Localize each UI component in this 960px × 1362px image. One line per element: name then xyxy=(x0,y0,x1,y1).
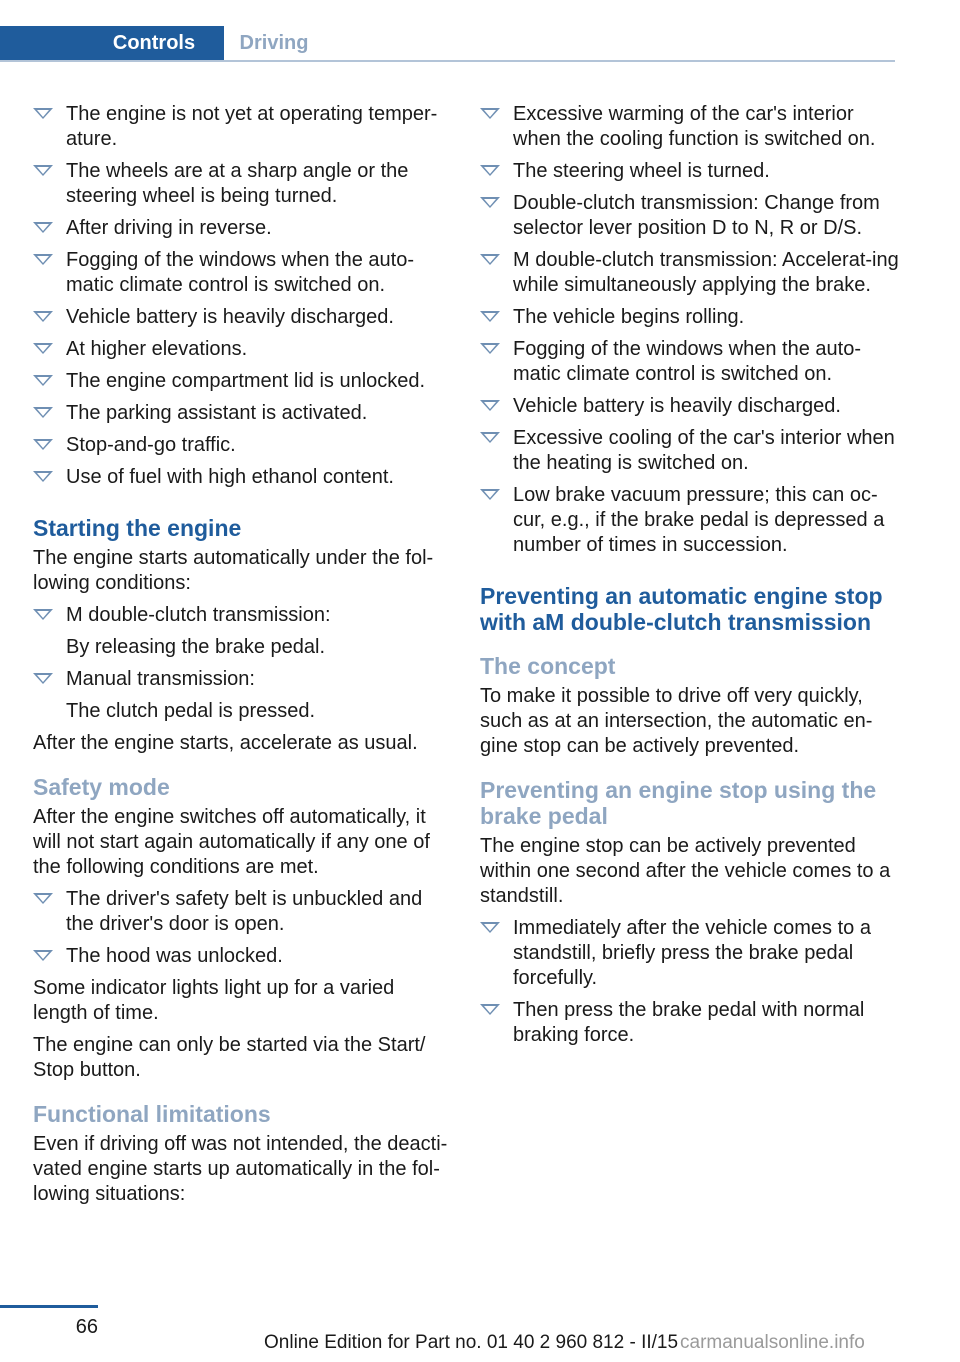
safety-mode-heading: Safety mode xyxy=(33,774,170,800)
right-column xyxy=(480,102,900,1055)
brake-pedal-text: The engine stop can be actively prevented within one second after the vehicle comes to a standstill. xyxy=(480,835,891,907)
safety-paragraph-1: Some indicator lights light up for a varied length of time. xyxy=(33,977,395,1024)
triangle-bullet-icon xyxy=(480,311,500,322)
chapter-header xyxy=(0,26,895,62)
safety-paragraph-2: The engine can only be started via the Start/ Stop button. xyxy=(33,1034,426,1081)
list-item: Excessive cooling of the car's interior when the heating is switched on. xyxy=(480,426,900,483)
triangle-bullet-icon xyxy=(33,673,53,684)
safety-conditions-list xyxy=(33,887,449,976)
list-item: M double-clutch transmission: Accelerat‐ing while simultaneously applying the brake. xyxy=(480,248,900,305)
starting-engine-heading: Starting the engine xyxy=(33,515,242,541)
header-divider xyxy=(0,60,895,62)
triangle-bullet-icon xyxy=(480,108,500,119)
concept-text: To make it possible to drive off very quickly, such as at an intersection, the automatic en‐gine stop can be actively prevented. xyxy=(480,685,873,757)
triangle-bullet-icon xyxy=(33,893,53,904)
brake-pedal-steps-list xyxy=(480,916,900,1055)
auto-start-situations-list xyxy=(480,102,900,565)
list-item: Immediately after the vehicle comes to a standstill, briefly press the brake pedal forcefully. xyxy=(480,916,900,998)
footer-divider xyxy=(0,1305,98,1308)
list-item: Low brake vacuum pressure; this can oc‐cur, e.g., if the brake pedal is depressed a number of times in succession. xyxy=(480,483,900,565)
triangle-bullet-icon xyxy=(33,471,53,482)
starting-engine-intro: The engine starts automatically under the fol‐lowing conditions: xyxy=(33,547,434,594)
list-item: The parking assistant is activated. xyxy=(33,401,449,433)
tab-controls[interactable]: Controls xyxy=(0,26,224,60)
list-item: Excessive warming of the car's interior when the cooling function is switched on. xyxy=(480,102,900,159)
list-item: Then press the brake pedal with normal braking force. xyxy=(480,998,900,1055)
preventing-stop-heading: Preventing an automatic engine stop with aM double-clutch transmission xyxy=(480,583,883,635)
list-item: At higher elevations. xyxy=(33,337,449,369)
functional-limitations-intro: Even if driving off was not intended, the deacti‐vated engine starts up automatically in the fol‐lowing situations: xyxy=(33,1133,448,1205)
triangle-bullet-icon xyxy=(480,254,500,265)
page-number: 66 xyxy=(75,1316,98,1338)
list-item: The engine is not yet at operating temper‐ature. xyxy=(33,102,449,159)
list-item: Vehicle battery is heavily discharged. xyxy=(33,305,449,337)
triangle-bullet-icon xyxy=(480,343,500,354)
list-item: The hood was unlocked. xyxy=(33,944,449,976)
engine-start-conditions-list xyxy=(33,102,449,497)
tab-driving[interactable]: Driving xyxy=(239,31,309,54)
starting-conditions-list xyxy=(33,603,449,731)
starting-engine-after: After the engine starts, accelerate as usual. xyxy=(33,732,418,754)
watermark: carmanualsonline.info xyxy=(680,1332,865,1353)
list-item: The steering wheel is turned. xyxy=(480,159,900,191)
triangle-bullet-icon xyxy=(33,439,53,450)
brake-pedal-heading: Preventing an engine stop using the brake pedal xyxy=(480,777,877,829)
safety-mode-intro: After the engine switches off automatically, it will not start again automatically if any one of the following conditions are met. xyxy=(33,806,430,878)
list-item: Use of fuel with high ethanol content. xyxy=(33,465,449,497)
triangle-bullet-icon xyxy=(480,400,500,411)
left-column xyxy=(33,102,449,1214)
list-item: The wheels are at a sharp angle or the steering wheel is being turned. xyxy=(33,159,449,216)
triangle-bullet-icon xyxy=(480,432,500,443)
list-item: The engine compartment lid is unlocked. xyxy=(33,369,449,401)
list-item: Manual transmission: The clutch pedal is pressed. xyxy=(33,667,449,731)
triangle-bullet-icon xyxy=(480,1004,500,1015)
triangle-bullet-icon xyxy=(33,108,53,119)
concept-heading: The concept xyxy=(480,653,616,679)
triangle-bullet-icon xyxy=(33,609,53,620)
triangle-bullet-icon xyxy=(33,375,53,386)
list-item: After driving in reverse. xyxy=(33,216,449,248)
list-item: The vehicle begins rolling. xyxy=(480,305,900,337)
list-item: The driver's safety belt is unbuckled and the driver's door is open. xyxy=(33,887,449,944)
list-item: Fogging of the windows when the auto‐matic climate control is switched on. xyxy=(33,248,449,305)
edition-footer: Online Edition for Part no. 01 40 2 960 812 - II/15 xyxy=(264,1332,679,1353)
functional-limitations-heading: Functional limitations xyxy=(33,1101,271,1127)
triangle-bullet-icon xyxy=(480,197,500,208)
triangle-bullet-icon xyxy=(33,407,53,418)
triangle-bullet-icon xyxy=(33,254,53,265)
triangle-bullet-icon xyxy=(33,950,53,961)
list-item: Stop-and-go traffic. xyxy=(33,433,449,465)
list-item: Double-clutch transmission: Change from selector lever position D to N, R or D/S. xyxy=(480,191,900,248)
list-item: M double-clutch transmission: By releasing the brake pedal. xyxy=(33,603,449,667)
list-item: Fogging of the windows when the auto‐matic climate control is switched on. xyxy=(480,337,900,394)
triangle-bullet-icon xyxy=(33,222,53,233)
list-item: Vehicle battery is heavily discharged. xyxy=(480,394,900,426)
triangle-bullet-icon xyxy=(480,165,500,176)
triangle-bullet-icon xyxy=(480,489,500,500)
triangle-bullet-icon xyxy=(480,922,500,933)
triangle-bullet-icon xyxy=(33,165,53,176)
triangle-bullet-icon xyxy=(33,311,53,322)
triangle-bullet-icon xyxy=(33,343,53,354)
